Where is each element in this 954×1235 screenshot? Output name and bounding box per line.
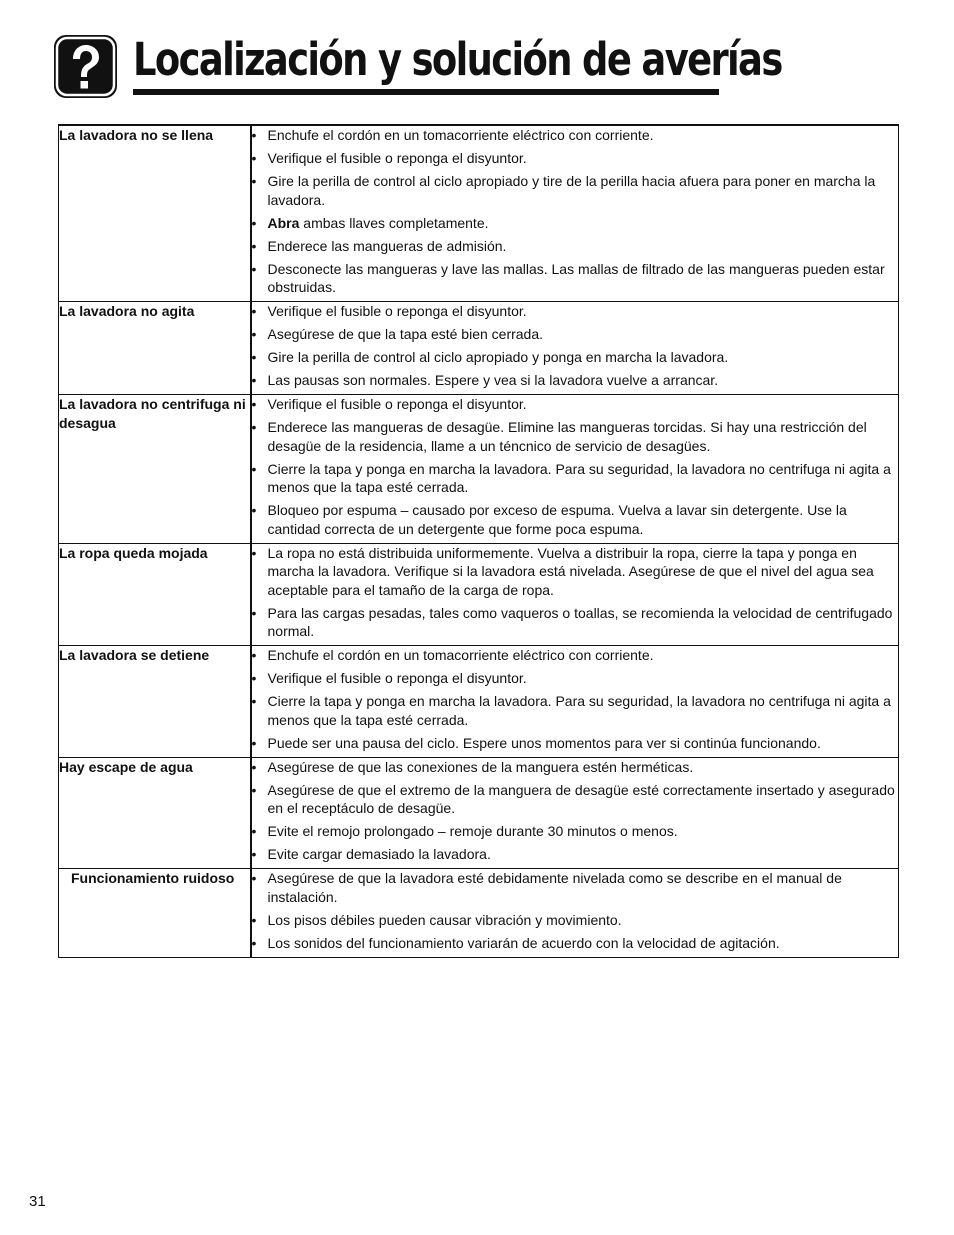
solution-text: Enchufe el cordón en un tomacorriente eléctrico con corriente. [267, 127, 654, 143]
list-item [252, 869, 899, 906]
list-item [252, 669, 899, 688]
solution-text: Desconecte las mangueras y lave las mallas. Las mallas de filtrado de las mangueras pueden estar obstruidas. [267, 260, 885, 295]
solutions-cell [251, 869, 899, 958]
solutions-cell [251, 125, 899, 302]
solution-list [252, 646, 899, 752]
list-item [252, 172, 899, 209]
list-item [252, 734, 899, 753]
list-item [252, 418, 899, 455]
list-item [252, 501, 899, 538]
list-item [252, 934, 899, 953]
solution-text: Para las cargas pesadas, tales como vaqueros o toallas, se recomienda la velocidad de centrifugado normal. [267, 604, 893, 639]
solutions-cell [251, 757, 899, 869]
solution-text: Asegúrese de que el extremo de la manguera de desagüe esté correctamente insertado y asegurado en el receptáculo de desagüe. [267, 781, 895, 816]
solution-text: Asegúrese de que las conexiones de la manguera estén herméticas. [267, 758, 694, 775]
solution-text: Los pisos débiles pueden causar vibración y movimiento. [267, 911, 622, 928]
solution-text: ambas llaves completamente. [299, 214, 489, 231]
page-number: 31 [29, 1193, 46, 1210]
solution-list [252, 544, 899, 641]
solution-text: Verifique el fusible o reponga el disyuntor. [267, 670, 527, 686]
solutions-cell [251, 543, 899, 646]
list-item [252, 845, 899, 864]
problem-cell: La lavadora no agita [59, 302, 251, 395]
solution-list [252, 395, 899, 538]
solution-text: Evite el remojo prolongado – remoje durante 30 minutos o menos. [267, 823, 678, 839]
problem-cell: Hay escape de agua [59, 757, 251, 869]
problem-cell: La lavadora no centrifuga ni desagua [59, 395, 251, 544]
table-row [59, 869, 899, 958]
list-item [252, 646, 899, 665]
page-header [54, 30, 782, 100]
table-row [59, 125, 899, 302]
list-item [252, 911, 899, 930]
solution-text: Gire la perilla de control al ciclo apropiado y tire de la perilla hacia afuera para poner en marcha la lavadora. [267, 173, 876, 208]
solutions-cell [251, 395, 899, 544]
list-item [252, 604, 899, 641]
list-item [252, 460, 899, 497]
list-item [252, 395, 899, 414]
solution-text: Enderece las mangueras de desagüe. Elimine las mangueras torcidas. Si hay una restricción del desagüe de la residencia, llame a un téncnico de servicio de desagües. [267, 419, 867, 454]
table-row [59, 757, 899, 869]
solution-text: Verifique el fusible o reponga el disyuntor. [267, 150, 527, 166]
list-item [252, 302, 899, 321]
problem-cell: La lavadora se detiene [59, 646, 251, 758]
solution-text: Verifique el fusible o reponga el disyuntor. [267, 303, 527, 319]
table-row [59, 302, 899, 395]
solution-text: Bloqueo por espuma – causado por exceso de espuma. Vuelva a lavar sin detergente. Use la cantidad correcta de un detergente que forme poca espuma. [267, 502, 847, 537]
solution-text: Enchufe el cordón en un tomacorriente eléctrico con corriente. [267, 647, 654, 663]
solution-text: Las pausas son normales. Espere y vea si la lavadora vuelve a arrancar. [267, 372, 719, 388]
solution-text: Puede ser una pausa del ciclo. Espere unos momentos para ver si continúa funcionando. [267, 734, 821, 751]
table-row [59, 543, 899, 646]
solution-text: La ropa no está distribuida uniformemente. Vuelva a distribuir la ropa, cierre la tapa y ponga en marcha la lavadora. Verifique si la lavadora está nivelada. Asegúrese de que el nivel del agua sea aceptable para el tamaño de la carga de ropa. [267, 544, 874, 598]
list-item [252, 544, 899, 600]
question-mark-icon [54, 35, 117, 98]
list-item [252, 126, 899, 145]
solution-list [252, 302, 899, 390]
list-item [252, 325, 899, 344]
solution-text: Evite cargar demasiado la lavadora. [267, 846, 491, 862]
list-item [252, 149, 899, 168]
solution-text: Asegúrese de que la tapa esté bien cerrada. [267, 326, 544, 342]
list-item [252, 758, 899, 777]
problem-cell: Funcionamiento ruidoso [59, 869, 251, 958]
solution-text: Los sonidos del funcionamiento variarán de acuerdo con la velocidad de agitación. [267, 934, 780, 951]
solutions-cell [251, 302, 899, 395]
solution-text: Asegúrese de que la lavadora esté debidamente nivelada como se describe en el manual de instalación. [267, 870, 842, 905]
title-underline [133, 89, 719, 95]
troubleshooting-table [58, 124, 899, 958]
solution-list [252, 126, 899, 297]
list-item [252, 260, 899, 297]
emphasis-text: Abra [267, 214, 300, 231]
solution-text: Gire la perilla de control al ciclo apropiado y ponga en marcha la lavadora. [267, 349, 729, 365]
page-title: Localización y solución de averías [133, 33, 782, 86]
solution-text: Cierre la tapa y ponga en marcha la lavadora. Para su seguridad, la lavadora no centrifuga ni agita a menos que la tapa esté cerrada. [267, 460, 891, 495]
solution-list [252, 869, 899, 952]
list-item [252, 214, 899, 233]
table-row [59, 646, 899, 758]
list-item [252, 371, 899, 390]
table-row [59, 395, 899, 544]
list-item [252, 692, 899, 729]
solution-list [252, 758, 899, 864]
list-item [252, 781, 899, 818]
list-item [252, 822, 899, 841]
solution-text: Verifique el fusible o reponga el disyuntor. [267, 396, 527, 412]
solution-text: Cierre la tapa y ponga en marcha la lavadora. Para su seguridad, la lavadora no centrifuga ni agita a menos que la tapa esté cerrada. [267, 693, 891, 728]
solutions-cell [251, 646, 899, 758]
problem-cell: La ropa queda mojada [59, 543, 251, 646]
list-item [252, 348, 899, 367]
problem-cell: La lavadora no se llena [59, 125, 251, 302]
solution-text: Enderece las mangueras de admisión. [267, 237, 507, 254]
list-item [252, 237, 899, 256]
